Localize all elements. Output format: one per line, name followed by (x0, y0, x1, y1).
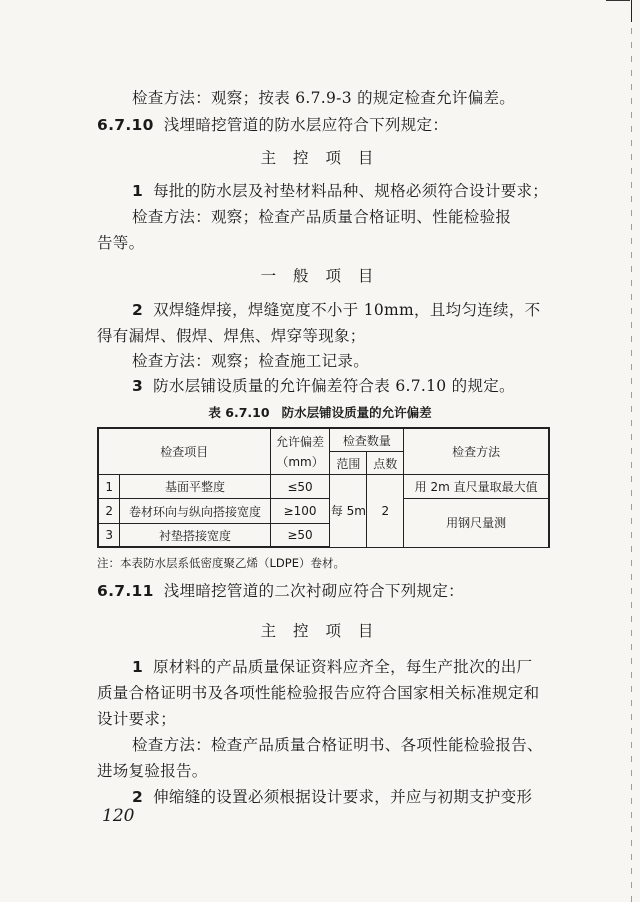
item-1b-method: 检查方法：检查产品质量合格证明书、各项性能检验报告、 (132, 736, 543, 754)
item-1b (132, 656, 532, 678)
page-corner-tick (631, 0, 632, 22)
method-merged: 用钢尺量测 (404, 499, 549, 548)
row-tolerance: ≤50 (270, 475, 330, 499)
table-row (98, 475, 549, 499)
clause-6-7-10 (97, 114, 448, 136)
row-method: 用 2m 直尺量取最大值 (404, 475, 549, 499)
table-note: 注：本表防水层系低密度聚乙烯（LDPE）卷材。 (97, 556, 345, 570)
header-method: 检查方法 (404, 428, 549, 475)
row-number: 3 (98, 524, 120, 548)
item-1b-method-cont: 进场复验报告。 (97, 762, 208, 780)
item-2 (132, 299, 540, 321)
row-item: 基面平整度 (120, 475, 270, 499)
item-text: 双焊缝焊接，焊缝宽度不小于 10mm，且均匀连续，不 (153, 301, 541, 319)
clause-text: 浅埋暗挖管道的防水层应符合下列规定： (163, 116, 449, 134)
item-1b-cont-1: 质量合格证明书及各项性能检验报告应符合国家相关标准规定和 (97, 684, 540, 702)
points-value: 2 (367, 475, 404, 548)
item-3 (132, 375, 515, 397)
row-number: 1 (98, 475, 120, 499)
header-range: 范围 (330, 452, 367, 475)
table-caption-number: 表 6.7.10 (208, 405, 270, 420)
header-tolerance-line1: 允许偏差 (276, 434, 325, 449)
clause-number: 6.7.11 (97, 582, 154, 600)
header-item: 检查项目 (98, 428, 270, 475)
item-2-method: 检查方法：观察；检查施工记录。 (132, 352, 370, 370)
item-1-method-cont: 告等。 (97, 234, 145, 252)
header-tolerance-line2: （mm） (276, 454, 324, 469)
table-caption-title: 防水层铺设质量的允许偏差 (281, 405, 432, 420)
header-quantity: 检查数量 (330, 428, 404, 452)
header-points: 点数 (367, 452, 404, 475)
item-2-cont: 得有漏焊、假焊、焊焦、焊穿等现象； (97, 327, 366, 345)
item-1b-cont-2: 设计要求； (97, 710, 177, 728)
page-edge-shadow (631, 0, 632, 902)
item-number: 3 (132, 377, 144, 395)
item-text: 伸缩缝的设置必须根据设计要求，并应与初期支护变形 (153, 788, 533, 806)
section-heading-main-control-2: 主 控 项 目 (260, 622, 380, 640)
row-tolerance: ≥100 (270, 499, 330, 524)
item-text: 每批的防水层及衬垫材料品种、规格必须符合设计要求； (153, 182, 549, 200)
page-number: 120 (102, 806, 135, 826)
row-number: 2 (98, 499, 120, 524)
item-text: 防水层铺设质量的允许偏差符合表 6.7.10 的规定。 (153, 377, 515, 395)
row-item: 卷材环向与纵向搭接宽度 (120, 499, 270, 524)
item-number: 2 (132, 788, 144, 806)
table-row (98, 499, 549, 524)
clause-6-7-11 (97, 580, 464, 602)
item-2b (132, 786, 532, 808)
section-heading-main-control: 主 控 项 目 (260, 149, 380, 167)
item-1-method: 检查方法：观察；检查产品质量合格证明、性能检验报 (132, 208, 512, 226)
section-heading-general: 一 般 项 目 (260, 267, 380, 285)
page-corner-mark (606, 0, 630, 1)
range-value: 每 5m (330, 475, 367, 548)
item-1 (132, 180, 548, 202)
item-number: 1 (132, 658, 144, 676)
row-item: 衬垫搭接宽度 (120, 524, 270, 548)
tolerance-table (97, 427, 550, 548)
clause-text: 浅埋暗挖管道的二次衬砌应符合下列规定： (163, 582, 464, 600)
row-tolerance: ≥50 (270, 524, 330, 548)
item-number: 1 (132, 182, 144, 200)
item-number: 2 (132, 301, 144, 319)
item-text: 原材料的产品质量保证资料应齐全，每生产批次的出厂 (153, 658, 533, 676)
inspection-method-line: 检查方法：观察；按表 6.7.9-3 的规定检查允许偏差。 (132, 89, 516, 107)
table-caption (0, 404, 640, 422)
header-tolerance (270, 428, 330, 475)
clause-number: 6.7.10 (97, 116, 154, 134)
